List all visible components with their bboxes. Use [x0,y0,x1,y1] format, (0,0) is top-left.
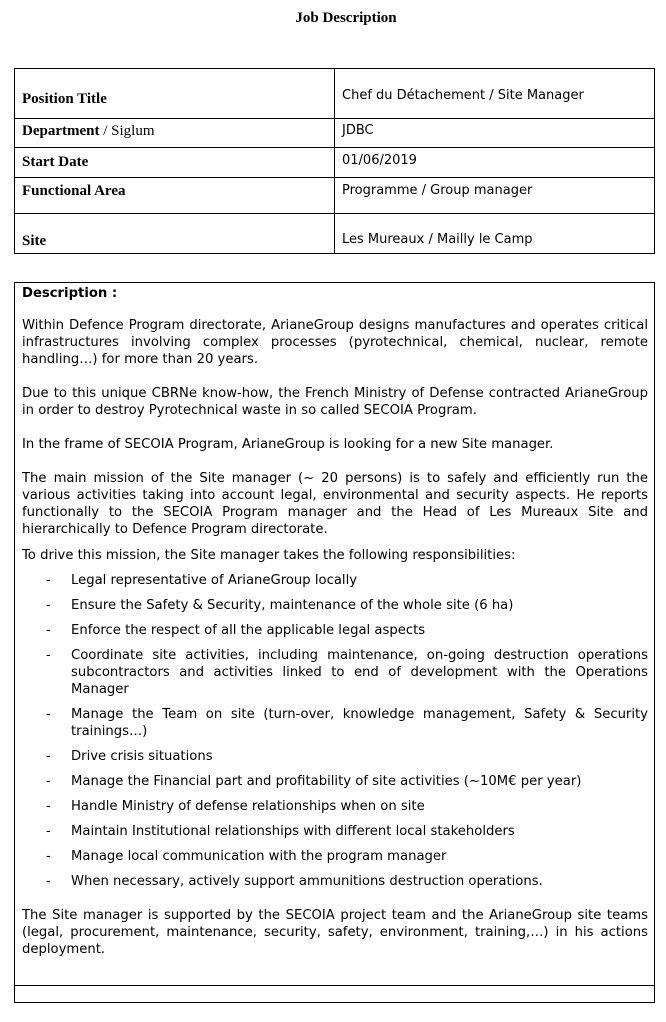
list-item [22,647,648,698]
table-row [15,148,655,178]
dash-bullet: - [46,799,51,814]
site-label: Site [15,214,335,254]
list-item-text: Legal representative of ArianeGroup locally [71,573,358,588]
table-row [15,214,655,254]
list-item [22,823,648,840]
document-title: Job Description [295,10,397,26]
functional-area-label: Functional Area [15,178,335,214]
footer-divider [15,985,654,986]
description-paragraph: Due to this unique CBRNe know-how, the French Ministry of Defense contracted ArianeGroup in order to destroy Pyrotechnical waste in so called SECOIA Program. [22,386,648,418]
dash-bullet: - [46,707,51,722]
responsibilities-intro: To drive this mission, the Site manager takes the following responsibilities: [22,548,516,563]
dash-bullet: - [46,598,51,613]
list-item-text: Ensure the Safety & Security, maintenance of the whole site (6 ha) [71,598,514,613]
dash-bullet: - [46,824,51,839]
table-row [15,119,655,148]
dash-bullet: - [46,648,51,663]
position-title-label: Position Title [15,69,335,119]
dash-bullet: - [46,573,51,588]
dash-bullet: - [46,774,51,789]
position-title-value: Chef du Détachement / Site Manager [335,69,655,119]
list-item-text: Drive crisis situations [71,749,213,764]
list-item [22,873,648,890]
department-label-bold: Department [22,123,100,139]
list-item-text: Coordinate site activities, including maintenance, on-going destruction operations subcontractors and activities linked to end of development with the Operations Manager [71,648,648,697]
functional-area-value: Programme / Group manager [335,178,655,214]
department-label [15,119,335,148]
description-paragraph: Within Defence Program directorate, ArianeGroup designs manufactures and operates critical infrastructures involving complex processes (pyrotechnical, chemical, nuclear, remote handling…) for more than 20 years. [22,318,648,367]
list-item [22,848,648,865]
list-item-text: Manage the Financial part and profitability of site activities (~10M€ per year) [71,774,582,789]
list-item-text: Enforce the respect of all the applicable legal aspects [71,623,426,638]
list-item [22,597,648,614]
description-heading: Description : [22,286,118,301]
list-item-text: Manage local communication with the program manager [71,849,447,864]
department-label-rest: / Siglum [99,123,155,139]
department-value: JDBC [335,119,655,148]
list-item [22,773,648,790]
start-date-value: 01/06/2019 [335,148,655,178]
responsibilities-list [22,572,648,890]
description-paragraph: The main mission of the Site manager (~ 20 persons) is to safely and efficiently run the various activities taking into account legal, environmental and security aspects. He reports functionally to the SECOIA Program manager and the Head of Les Mureaux Site and hierarchically to Defence Program directorate. [22,471,648,537]
closing-paragraph: The Site manager is supported by the SECOIA project team and the ArianeGroup site teams (legal, procurement, maintenance, security, safety, environment, training,…) in his actions deployment. [22,908,648,957]
list-item [22,622,648,639]
description-content [22,285,648,958]
job-info-table [14,68,655,254]
start-date-label: Start Date [15,148,335,178]
table-row [15,178,655,214]
list-item [22,798,648,815]
list-item [22,706,648,740]
list-item-text: Manage the Team on site (turn-over, knowledge management, Safety & Security trainings…) [71,707,648,739]
list-item-text: Handle Ministry of defense relationships when on site [71,799,425,814]
list-item-text: When necessary, actively support ammunitions destruction operations. [71,874,543,889]
dash-bullet: - [46,874,51,889]
description-box [14,282,655,1003]
dash-bullet: - [46,849,51,864]
table-row [15,69,655,119]
description-paragraph: In the frame of SECOIA Program, ArianeGroup is looking for a new Site manager. [22,437,554,452]
list-item-text: Maintain Institutional relationships with different local stakeholders [71,824,515,839]
list-item [22,572,648,589]
site-value: Les Mureaux / Mailly le Camp [335,214,655,254]
dash-bullet: - [46,749,51,764]
list-item [22,748,648,765]
dash-bullet: - [46,623,51,638]
